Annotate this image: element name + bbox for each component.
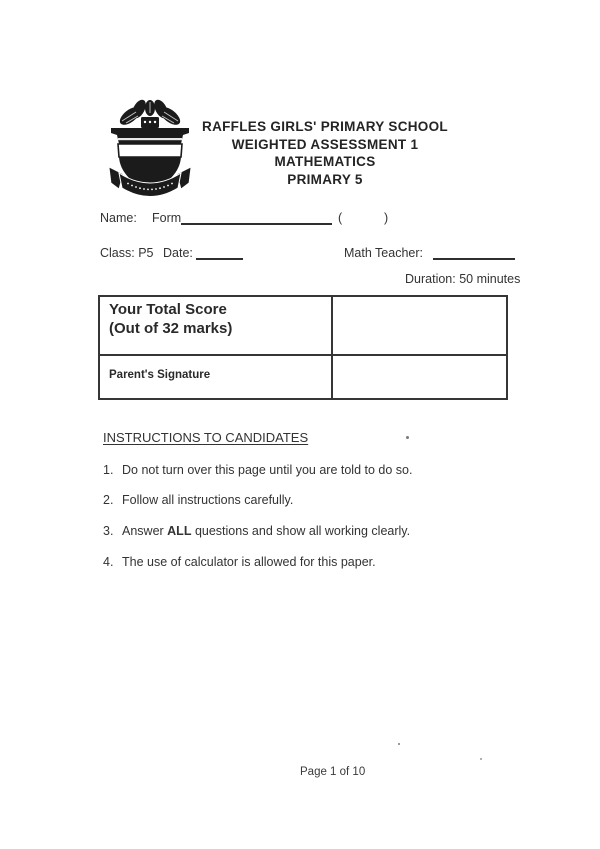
index-paren-open: (	[338, 211, 343, 225]
instructions-heading: INSTRUCTIONS TO CANDIDATES	[103, 430, 309, 445]
math-teacher-label: Math Teacher:	[344, 246, 423, 260]
duration-text: Duration: 50 minutes	[405, 272, 521, 286]
math-teacher-blank-line	[433, 248, 515, 260]
instruction-item-1	[103, 463, 533, 477]
instruction-item-2	[103, 493, 533, 507]
instruction-text-part: Answer	[122, 524, 168, 538]
parent-signature-row	[100, 354, 506, 398]
scan-artifact	[480, 758, 482, 760]
level-title: PRIMARY 5	[287, 171, 363, 187]
name-blank-line	[181, 213, 332, 225]
score-table	[98, 295, 508, 400]
total-score-label	[100, 297, 333, 354]
exam-header	[150, 118, 500, 188]
date-blank-line	[196, 248, 243, 260]
instruction-text-part: The use of calculator is allowed for this paper.	[122, 555, 376, 569]
instruction-text-part: Do not turn over this page until you are told to do so.	[122, 463, 413, 477]
parent-signature-label: Parent's Signature	[100, 356, 333, 398]
instruction-item-3	[103, 524, 533, 538]
scan-artifact	[398, 743, 400, 745]
scan-artifact	[406, 436, 409, 439]
instruction-item-4	[103, 555, 533, 569]
instruction-number: 2.	[103, 493, 114, 507]
total-score-row	[100, 297, 506, 354]
name-label: Name:	[100, 211, 137, 225]
index-paren-close: )	[384, 211, 389, 225]
total-score-label-line1: Your Total Score	[109, 301, 227, 318]
name-prefix: Form	[152, 211, 182, 225]
instruction-number: 4.	[103, 555, 114, 569]
total-score-label-line2: (Out of 32 marks)	[109, 319, 233, 337]
instruction-number: 1.	[103, 463, 114, 477]
instruction-text	[122, 555, 376, 569]
parent-signature-cell	[333, 356, 506, 398]
page-number: Page 1 of 10	[300, 766, 366, 778]
assessment-title: WEIGHTED ASSESSMENT 1	[231, 136, 419, 152]
instruction-text-bold: ALL	[167, 524, 192, 538]
instruction-text	[122, 524, 410, 538]
instruction-text	[122, 463, 412, 477]
subject-title: MATHEMATICS	[274, 154, 376, 169]
school-name: RAFFLES GIRLS' PRIMARY SCHOOL	[202, 119, 448, 134]
instruction-number: 3.	[103, 524, 114, 538]
instruction-text	[122, 493, 293, 507]
class-label: Class: P5	[100, 246, 154, 260]
instruction-text-part: questions and show all working clearly.	[191, 524, 411, 538]
total-score-cell	[333, 297, 506, 354]
date-label: Date:	[163, 246, 193, 260]
instruction-text-part: Follow all instructions carefully.	[122, 493, 294, 507]
